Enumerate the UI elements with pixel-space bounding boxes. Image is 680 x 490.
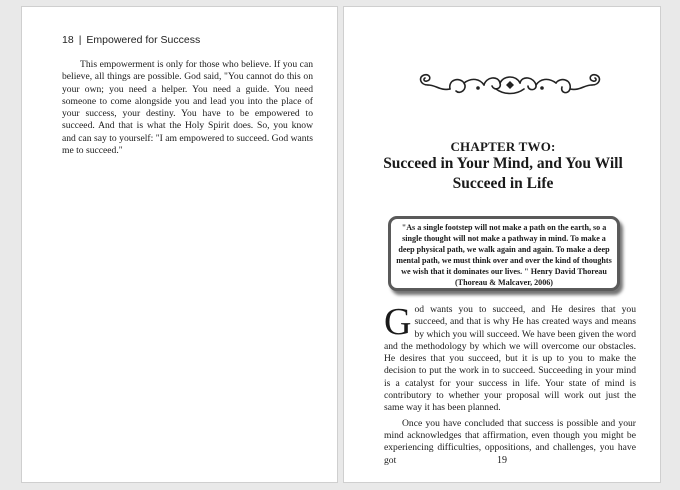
body-paragraph-2: Once you have concluded that success is possible and your mind acknowledges that affirmation, even though you might be experiencing difficulties, oppositions, and challenges, you have got xyxy=(384,417,636,466)
chapter-label: CHAPTER TWO: xyxy=(450,139,556,154)
left-page xyxy=(21,6,338,483)
chapter-body xyxy=(384,301,636,467)
header-page-number: 18 xyxy=(62,34,74,46)
chapter-title: Succeed in Your Mind, and You Will Succeed in Life xyxy=(383,155,623,192)
left-page-paragraph: This empowerment is only for those who believe. If you can believe, all things are possible. God said, "You cannot do this on your own; you need a helper. You need a guide. You need someone to come alongside you and lead you into the place of your success, your destiny. You have to be empowered to succeed. And that is what the Holy Spirit does. So, you know and can say to yourself: "I am empowered to succeed. God wants me to succeed." xyxy=(62,59,313,157)
running-header xyxy=(62,34,200,46)
quote-citation: (Thoreau & Malcaver, 2006) xyxy=(454,277,553,287)
header-separator: | xyxy=(78,34,82,46)
drop-cap: G xyxy=(384,301,412,343)
page-number: 19 xyxy=(497,455,507,466)
header-book-title: Empowered for Success xyxy=(86,34,201,46)
decorative-scroll-ornament-icon xyxy=(414,67,606,101)
body-paragraph-1 xyxy=(384,301,636,415)
quote-box xyxy=(388,216,620,291)
body-paragraph-1-text: od wants you to succeed, and He desires that you succeed, and that is why He has created ways and means by which you will succeed. We have been given the word and the methodology by which we will overcome our obstacles. He desires that you succeed, but it is up to you to make the decision to put the work in to succeed. Succeeding in your mind is a catalyst for your success in life. Your state of mind is contributory to whether your proposal will work out just the same way it has been planned. xyxy=(384,304,636,414)
quote-text: "As a single footstep will not make a path on the earth, so a single thought will not make a pathway in mind. To make a deep physical path, we walk again and again. To make a deep mental path, we must think over and over the kind of thoughts we wish that it dominates our lives. " Henry David Thoreau xyxy=(396,223,612,276)
right-page xyxy=(343,6,661,483)
